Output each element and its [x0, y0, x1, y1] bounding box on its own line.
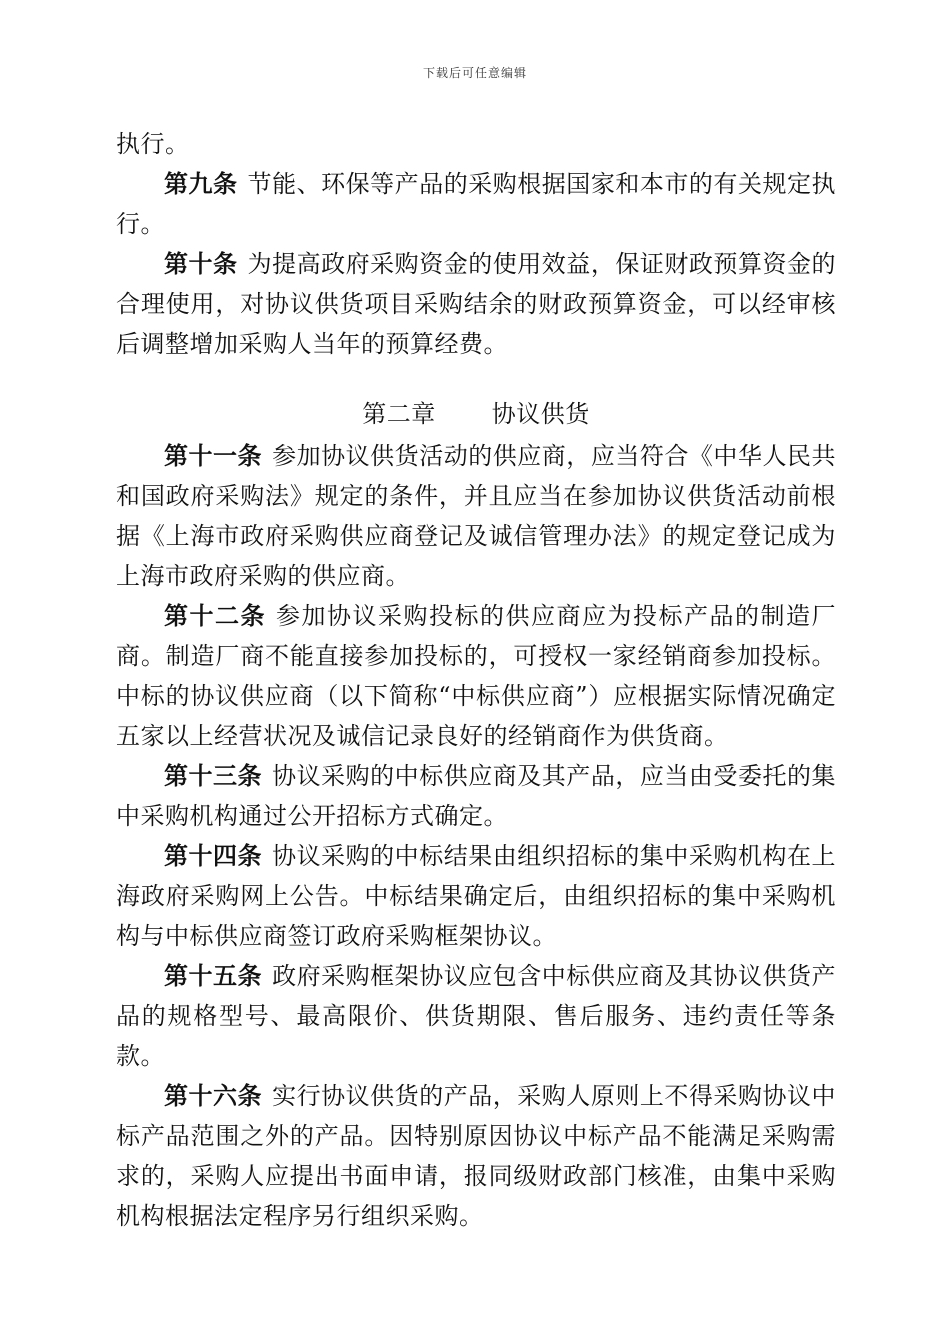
article-label: 第十条 [164, 250, 238, 278]
article-label: 第十六条 [164, 1082, 263, 1110]
article-13 [116, 756, 836, 836]
article-text: 实行协议供货的产品，采购人原则上不得采购协议中标产品范围之外的产品。因特别原因协议中标产品不能满足采购需求的，采购人应提出书面申请，报同级财政部门核准，由集中采购机构根据法定程序另行组织采购。 [116, 1082, 836, 1230]
page-header: 下载后可任意编辑 [422, 66, 527, 80]
article-text: 为提高政府采购资金的使用效益，保证财政预算资金的合理使用，对协议供货项目采购结余的财政预算资金，可以经审核后调整增加采购人当年的预算经费。 [116, 250, 837, 358]
article-15 [116, 956, 836, 1076]
article-text: 协议采购的中标结果由组织招标的集中采购机构在上海政府采购网上公告。中标结果确定后，由组织招标的集中采购机构与中标供应商签订政府采购框架协议。 [116, 842, 836, 950]
article-14 [116, 836, 836, 956]
article-label: 第十二条 [164, 602, 266, 630]
article-text: 政府采购框架协议应包含中标供应商及其协议供货产品的规格型号、最高限价、供货期限、售后服务、违约责任等条款。 [116, 962, 836, 1070]
article-label: 第九条 [164, 170, 238, 198]
article-11 [116, 436, 836, 596]
article-label: 第十四条 [164, 842, 263, 870]
intro-paragraph: 执行。 [116, 130, 190, 158]
article-label: 第十五条 [164, 962, 263, 990]
article-label: 第十三条 [164, 762, 263, 790]
article-text: 参加协议采购投标的供应商应为投标产品的制造厂商。制造厂商不能直接参加投标的，可授权一家经销商参加投标。中标的协议供应商（以下简称“中标供应商”）应根据实际情况确定五家以上经营状况及诚信记录良好的经销商作为供货商。 [116, 602, 836, 750]
article-label: 第十一条 [164, 442, 263, 470]
article-text: 参加协议供货活动的供应商，应当符合《中华人民共和国政府采购法》规定的条件，并且应当在参加协议供货活动前根据《上海市政府采购供应商登记及诚信管理办法》的规定登记成为上海市政府采购的供应商。 [116, 442, 836, 590]
article-text: 节能、环保等产品的采购根据国家和本市的有关规定执行。 [116, 170, 837, 238]
chapter-title: 协议供货 [491, 400, 590, 428]
article-text: 协议采购的中标供应商及其产品，应当由受委托的集中采购机构通过公开招标方式确定。 [116, 762, 836, 830]
article-16 [116, 1076, 836, 1236]
article-9 [116, 164, 836, 244]
chapter-number: 第二章 [362, 400, 436, 428]
article-12 [116, 596, 836, 756]
article-10 [116, 244, 836, 364]
document-body [116, 124, 836, 1236]
chapter-heading [116, 394, 836, 434]
